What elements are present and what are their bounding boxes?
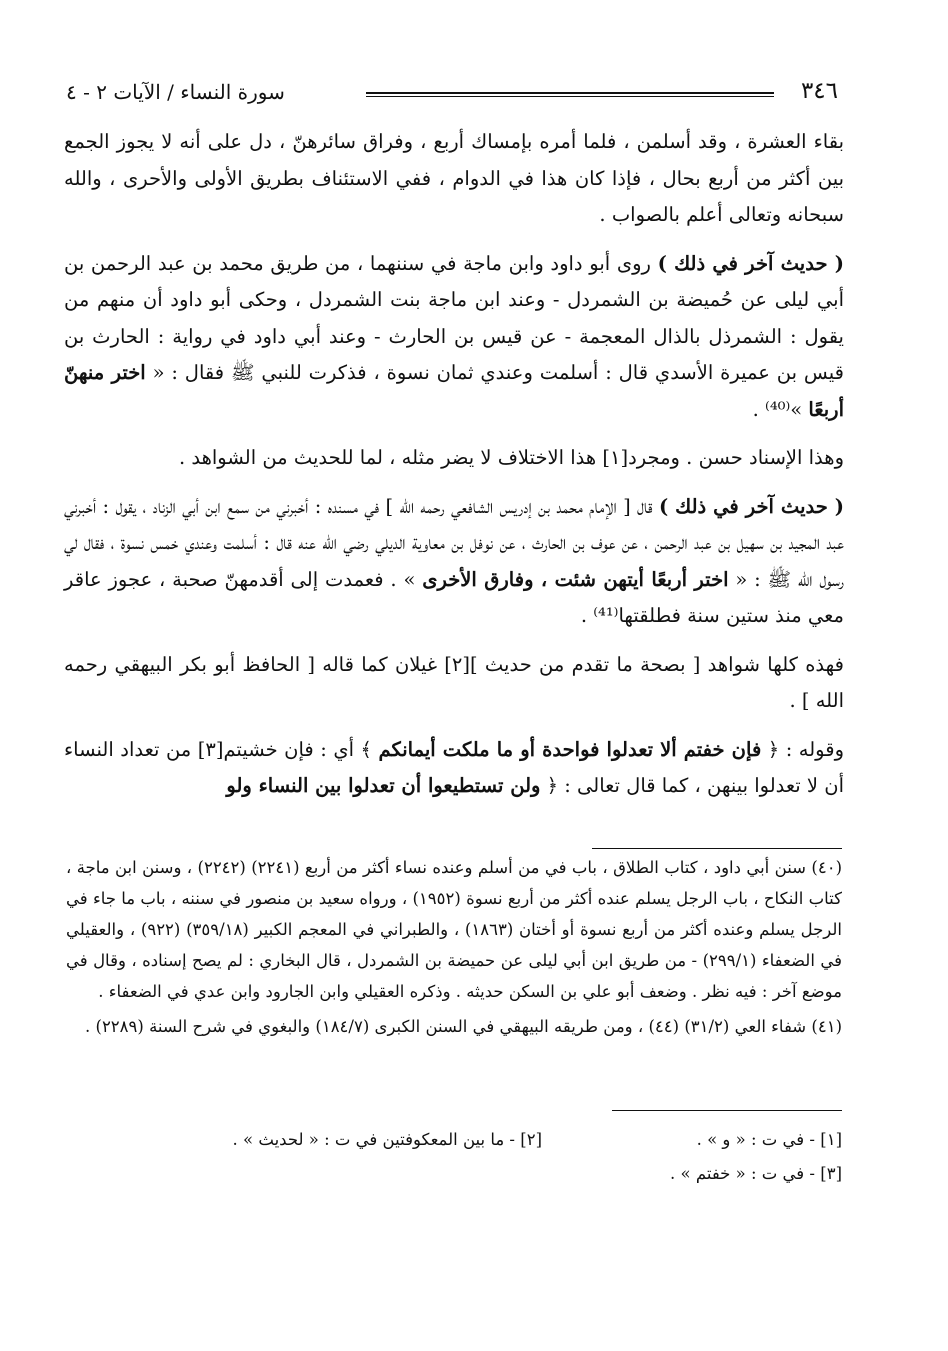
header-rule	[366, 92, 774, 94]
footnotes	[66, 852, 842, 1046]
textual-note-2: [٢] - ما بين المعكوفتين في ت : « لحديث » .	[232, 1130, 542, 1149]
paragraph-1: بقاء العشرة ، وقد أسلمن ، فلما أمره بإمساك أربع ، وفراق سائرهنّ ، دل على أنه لا يجوز الجمع بين أكثر من أربع بحال ، فإذا كان هذا في الدوام ، ففي الاستئناف بطريق الأولى والأحرى ، والله سبحانه وتعالى أعلم بالصواب .	[64, 130, 844, 226]
paragraph-text: »⁽⁴⁰⁾ .	[752, 397, 809, 421]
paragraph-text: روى أبو داود وابن ماجة في سننهما ، من طريق محمد بن عبد الرحمن بن أبي ليلى عن حُميضة بن الشمردل - وعند ابن ماجة بنت الشمردل ، وحكى أبو داود أن منهم من يقول : الشمرذل بالذال المعجمة - عن قيس بن الحارث - وعند أبي داود في رواية : الحارث بن قيس بن عميرة الأسدي قال : أسلمت وعندي ثمان نسوة ، فذكرت للنبي ﷺ فقال : «	[64, 251, 844, 384]
paragraph-text: ﴾ أي : فإن خشيتم[٣] من تعداد النساء أن لا تعدلوا بينهن ، كما قال تعالى : ﴿	[64, 737, 844, 797]
paragraph-text: قال [ الإمام محمد بن إدريس الشافعي رحمه الله ] في مسنده : أخبرني من سمع ابن أبي الزناد ، يقول : أخبرني عبد المجيد بن سهيل بن عبد الرحمن ، عن عوف بن الحارث ، عن نوفل بن معاوية الديلي رضي الله عنه قال : أسلمت وعندي خمس نسوة ، فقال لي رسول الله ﷺ : «	[64, 494, 844, 591]
section-heading: ( حديث آخر في ذلك )	[658, 494, 844, 518]
header-rule-thin	[366, 96, 774, 97]
hadith-quote: اختر منهنّ أربعًا	[64, 361, 844, 421]
footnote-40: (٤٠) سنن أبي داود ، كتاب الطلاق ، باب في من أسلم وعنده نساء أكثر من أربع (٢٢٤١) (٢٢٤٢) ، وسنن ابن ماجة ، كتاب النكاح ، باب الرجل يسلم عنده أكثر من أربع نسوة (١٩٥٢) ، ورواه سعيد بن منصور في سننه ، باب ما جاء في الرجل يسلم وعنده أكثر من أربع نسوة أو أختان (١٨٦٣) ، والطبراني في المعجم الكبير (٣٥٩/١٨) (٩٢٢) ، والعقيلي في الضعفاء (٢٩٩/١) - من طريق ابن أبي ليلى عن حميضة بن الشمردل ، قال البخاري : لم يصح إسناده ، وقال في موضع آخر : فيه نظر . وضعف أبو علي بن السكن حديثه . وذكره العقيلي وابن الجارود وابن عدي في الضعفاء .	[66, 858, 842, 1001]
paragraph-4	[64, 489, 844, 635]
paragraph-6	[64, 732, 844, 805]
paragraph-text: وقوله : ﴿	[761, 737, 844, 761]
footnote-41: (٤١) شفاء العي (٣١/٢) (٤٤) ، ومن طريقه البيهقي في السنن الكبرى (١٨٤/٧) والبغوي في شرح السنة (٢٢٨٩) .	[85, 1017, 842, 1036]
quran-verse: فإن خفتم ألا تعدلوا فواحدة أو ما ملكت أيمانكم	[378, 737, 762, 761]
section-heading: ( حديث آخر في ذلك )	[657, 251, 844, 275]
textual-note-1: [١] - في ت : « و » .	[696, 1130, 842, 1149]
page-header	[66, 74, 838, 114]
page-number: ٣٤٦	[800, 78, 838, 104]
textual-notes-rule	[612, 1110, 842, 1111]
quran-verse: ولن تستطيعوا أن تعدلوا بين النساء ولو	[226, 774, 541, 797]
main-text	[64, 124, 844, 817]
paragraph-5: فهذه كلها شواهد [ بصحة ما تقدم من حديث ][٢] غيلان كما قاله [ الحافظ أبو بكر البيهقي رحمه الله ] .	[64, 652, 844, 712]
textual-note-3: [٣] - في ت : « خفتم » .	[670, 1164, 842, 1183]
running-title: سورة النساء / الآيات ٢ - ٤	[66, 80, 285, 104]
paragraph-3: وهذا الإسناد حسن . ومجرد[١] هذا الاختلاف لا يضر مثله ، لما للحديث من الشواهد .	[178, 446, 844, 469]
footnote-rule	[592, 848, 842, 849]
hadith-quote: اختر أربعًا أيتهن شئت ، وفارق الأخرى	[422, 567, 729, 591]
paragraph-text: » . فعمدت إلى أقدمهنّ صحبة ، عجوز عاقر معي منذ ستين سنة فطلقتها⁽⁴¹⁾ .	[64, 567, 844, 627]
paragraph-2	[64, 246, 844, 429]
